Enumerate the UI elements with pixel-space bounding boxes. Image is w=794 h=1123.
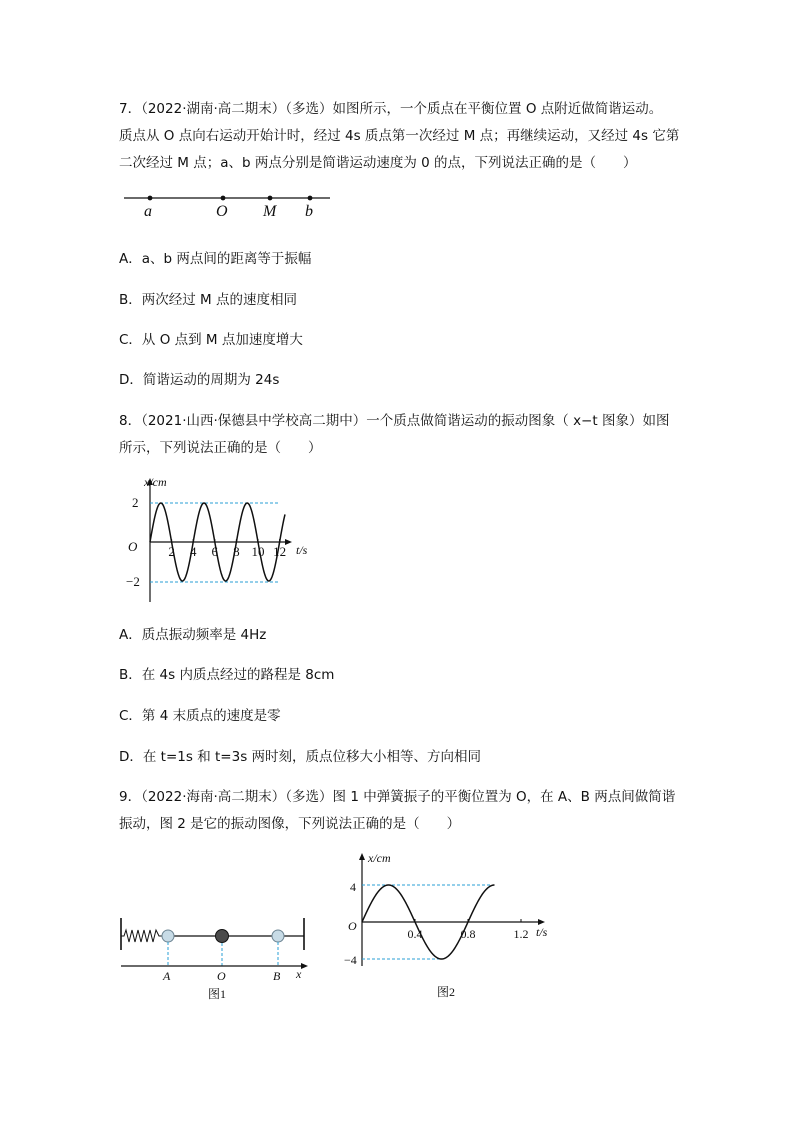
fig1-caption: 图1 bbox=[208, 987, 227, 1001]
q8-x-tick-label-4: 10 bbox=[251, 544, 265, 559]
q8-option-b: B．在 4s 内质点经过的路程是 8cm bbox=[119, 667, 335, 683]
q8-x-tick-label-2: 6 bbox=[211, 544, 219, 559]
x-axis-label: t/s bbox=[296, 543, 308, 557]
q7-option-c: C．从 O 点到 M 点加速度增大 bbox=[119, 332, 303, 348]
q8-x-tick-label-0: 2 bbox=[168, 544, 175, 559]
point-m-dot bbox=[268, 196, 273, 201]
q8-xt-graph bbox=[120, 474, 320, 614]
q9-fig1-spring-oscillator bbox=[118, 910, 318, 1002]
q7-option-d: D．简谐运动的周期为 24s bbox=[119, 372, 280, 388]
q8-x-tick-label-5: 12 bbox=[273, 544, 287, 559]
ball-at-b bbox=[272, 930, 284, 942]
ytick-negative: −4 bbox=[344, 953, 357, 967]
ytick-negative: −2 bbox=[126, 574, 140, 589]
axis-label-x: x bbox=[296, 967, 302, 981]
label-m: M bbox=[263, 203, 277, 220]
q8-x-tick-label-3: 8 bbox=[233, 544, 240, 559]
ytick-positive: 2 bbox=[132, 495, 139, 510]
label-o: O bbox=[217, 969, 226, 983]
label-a: a bbox=[144, 203, 152, 220]
q7-option-b: B．两次经过 M 点的速度相同 bbox=[119, 292, 297, 308]
q8-x-tick-label-1: 4 bbox=[189, 544, 197, 559]
point-a-dot bbox=[148, 196, 153, 201]
q8-option-d: D．在 t=1s 和 t=3s 两时刻，质点位移大小相等、方向相同 bbox=[119, 749, 482, 765]
ytick-positive: 4 bbox=[350, 880, 356, 894]
q7-stem-line2: 质点从 O 点向右运动开始计时，经过 4s 质点第一次经过 M 点；再继续运动，又经过 4s 它第 bbox=[119, 128, 680, 144]
y-axis-label: x/cm bbox=[144, 475, 167, 489]
label-a: A bbox=[163, 969, 171, 983]
label-b: B bbox=[273, 969, 281, 983]
spring bbox=[121, 930, 162, 942]
origin-label: O bbox=[128, 539, 138, 554]
q9-x-tick-label-2: 1.2 bbox=[513, 927, 529, 941]
label-o: O bbox=[216, 203, 228, 220]
q9-fig2-vibration-graph bbox=[342, 848, 562, 1004]
point-o-dot bbox=[221, 196, 226, 201]
q7-stem-line1: 7．（2022·湖南·高二期末）（多选）如图所示，一个质点在平衡位置 O 点附近做简谐运动。 bbox=[119, 101, 663, 117]
y-axis-label: x/cm bbox=[368, 851, 391, 865]
q9-stem-line1: 9．（2022·海南·高二期末）（多选）图 1 中弹簧振子的平衡位置为 O，在 A、B 两点间做简谐 bbox=[119, 789, 676, 805]
q8-stem-line2: 所示，下列说法正确的是（ ） bbox=[119, 440, 322, 456]
point-b-dot bbox=[308, 196, 313, 201]
q7-stem-line3: 二次经过 M 点；a、b 两点分别是简谐运动速度为 0 的点，下列说法正确的是（ ） bbox=[119, 155, 637, 171]
x-axis-arrow bbox=[301, 963, 308, 969]
q9-stem-line2: 振动，图 2 是它的振动图像，下列说法正确的是（ ） bbox=[119, 816, 461, 832]
ball-at-a bbox=[162, 930, 174, 942]
q8-stem-line1: 8．（2021·山西·保德县中学校高二期中）一个质点做简谐运动的振动图象（ x−t 图象）如图 bbox=[119, 413, 670, 429]
x-axis-label: t/s bbox=[536, 925, 548, 939]
q7-number-line-figure bbox=[120, 188, 340, 224]
label-b: b bbox=[305, 203, 313, 220]
origin-label: O bbox=[348, 919, 357, 933]
q9-x-tick-label-1: 0.8 bbox=[460, 927, 476, 941]
ball-at-o bbox=[216, 930, 229, 943]
q8-option-c: C．第 4 末质点的速度是零 bbox=[119, 708, 281, 724]
y-axis-arrow bbox=[359, 853, 365, 860]
q7-option-a: A．a、b 两点间的距离等于振幅 bbox=[119, 251, 312, 267]
q8-option-a: A．质点振动频率是 4Hz bbox=[119, 627, 267, 643]
fig2-caption: 图2 bbox=[437, 985, 456, 999]
q9-x-tick-label-0: 0.4 bbox=[407, 927, 423, 941]
